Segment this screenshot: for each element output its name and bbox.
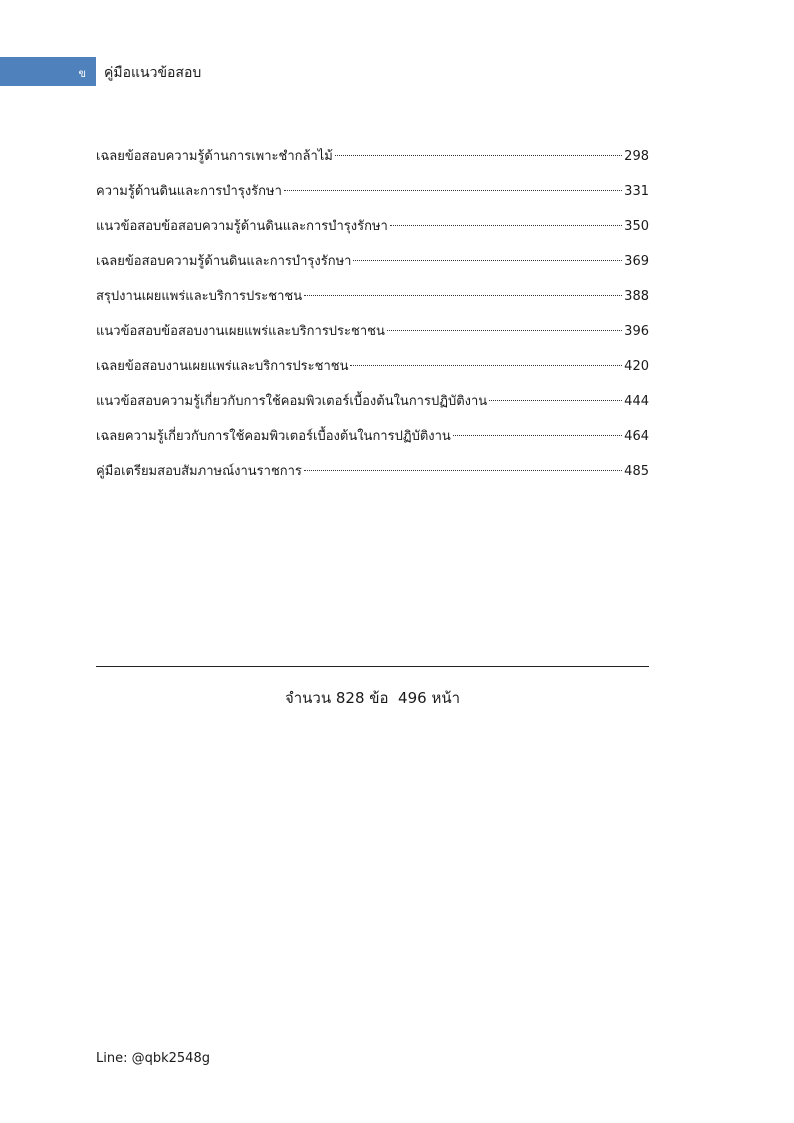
dot-leader xyxy=(453,435,622,436)
toc-entry[interactable] xyxy=(96,357,649,392)
toc-entry[interactable] xyxy=(96,252,649,287)
toc-entry[interactable] xyxy=(96,392,649,427)
dot-leader xyxy=(387,330,622,331)
toc-entry-page: 485 xyxy=(624,464,649,479)
toc-entry[interactable] xyxy=(96,427,649,462)
toc-entry[interactable] xyxy=(96,182,649,217)
header-title: คู่มือแนวข้อสอบ xyxy=(104,65,202,81)
toc-entry-page: 331 xyxy=(624,184,649,199)
divider xyxy=(96,666,649,667)
toc-entry-page: 396 xyxy=(624,324,649,339)
toc-entry-title: สรุปงานเผยแพร่และบริการประชาชน xyxy=(96,289,303,304)
toc-entry-title: เฉลยข้อสอบความรู้ด้านการเพาะชำกล้าไม้ xyxy=(96,149,333,164)
toc-entry-title: เฉลยข้อสอบงานเผยแพร่และบริการประชาชน xyxy=(96,359,349,374)
toc-entry-title: แนวข้อสอบข้อสอบงานเผยแพร่และบริการประชาชน xyxy=(96,324,385,339)
toc-entry-page: 464 xyxy=(624,429,649,444)
toc-entry-title: คู่มือเตรียมสอบสัมภาษณ์งานราชการ xyxy=(96,464,302,479)
dot-leader xyxy=(353,260,622,261)
dot-leader xyxy=(350,365,622,366)
footer-line-id: Line: @qbk2548g xyxy=(96,1051,210,1066)
toc-entry[interactable] xyxy=(96,322,649,357)
dot-leader xyxy=(304,295,622,296)
header-tab xyxy=(0,57,96,86)
page-letter: ข xyxy=(78,67,86,80)
toc-entry-title: เฉลยความรู้เกี่ยวกับการใช้คอมพิวเตอร์เบื้องต้นในการปฏิบัติงาน xyxy=(96,429,451,444)
dot-leader xyxy=(284,190,622,191)
toc-entry[interactable] xyxy=(96,287,649,322)
toc-entry[interactable] xyxy=(96,217,649,252)
toc-entry-page: 350 xyxy=(624,219,649,234)
summary-text: จำนวน 828 ข้อ 496 หน้า xyxy=(284,689,461,707)
toc-entry[interactable] xyxy=(96,147,649,182)
dot-leader xyxy=(489,400,622,401)
toc-entry-title: แนวข้อสอบความรู้เกี่ยวกับการใช้คอมพิวเตอร์เบื้องต้นในการปฏิบัติงาน xyxy=(96,394,488,409)
toc-entry-title: ความรู้ด้านดินและการบำรุงรักษา xyxy=(96,184,282,199)
toc-entry-page: 298 xyxy=(624,149,649,164)
toc-entry[interactable] xyxy=(96,462,649,497)
dot-leader xyxy=(335,155,622,156)
toc-entry-page: 369 xyxy=(624,254,649,269)
dot-leader xyxy=(390,225,622,226)
toc-entry-page: 420 xyxy=(624,359,649,374)
toc-entry-page: 444 xyxy=(624,394,649,409)
toc-entry-page: 388 xyxy=(624,289,649,304)
toc-entry-title: แนวข้อสอบข้อสอบความรู้ด้านดินและการบำรุงรักษา xyxy=(96,219,388,234)
table-of-contents xyxy=(96,147,649,497)
dot-leader xyxy=(304,470,622,471)
toc-entry-title: เฉลยข้อสอบความรู้ด้านดินและการบำรุงรักษา xyxy=(96,254,352,269)
